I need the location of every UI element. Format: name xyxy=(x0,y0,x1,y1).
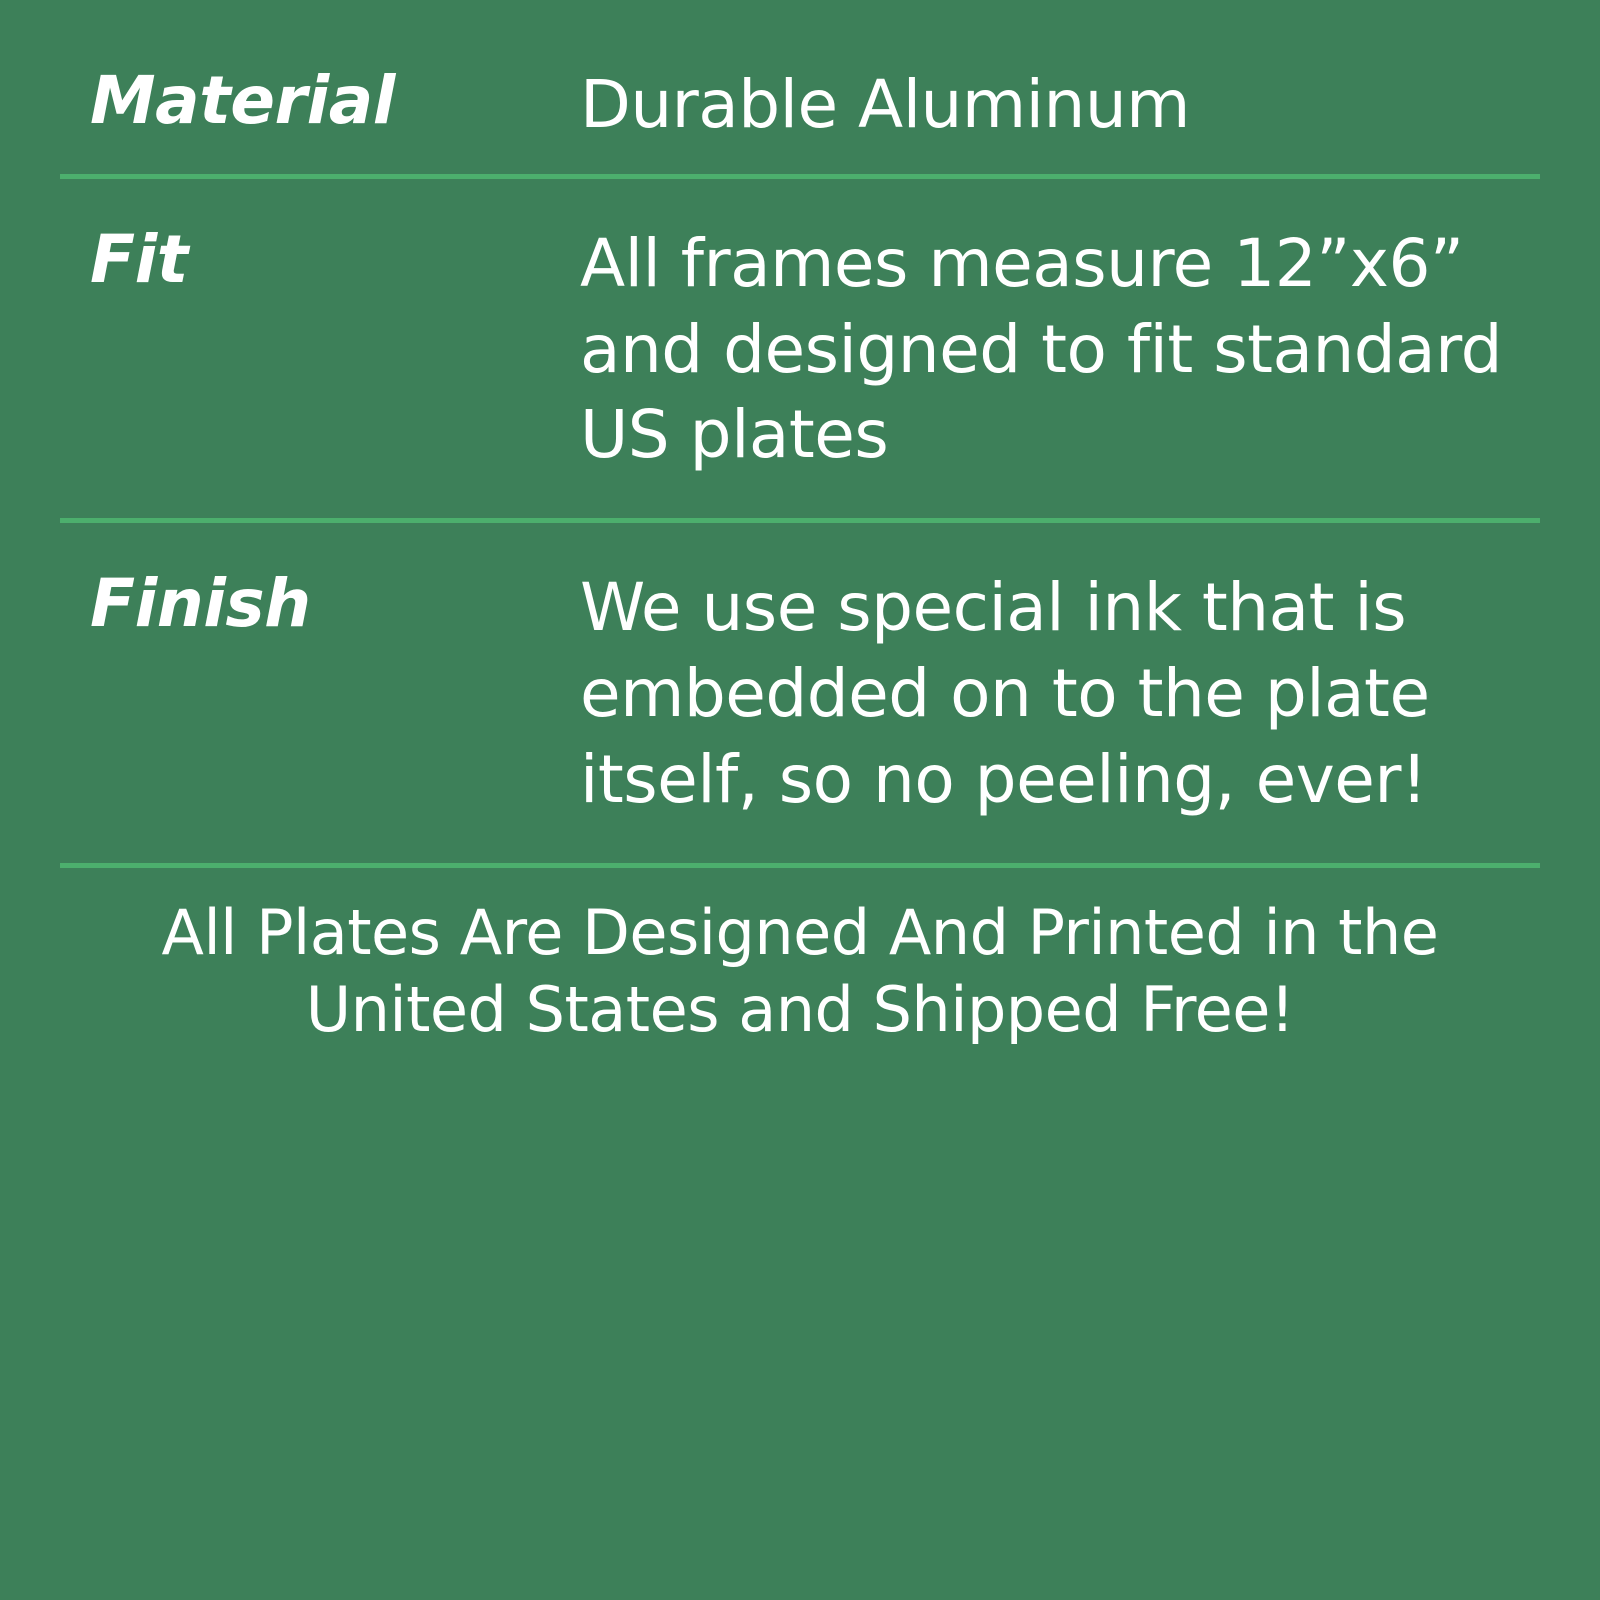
spec-label-finish: Finish xyxy=(90,565,311,643)
table-row xyxy=(60,179,1540,518)
spec-value-fit: All frames measure 12”x6” and designed to fit standard US plates xyxy=(580,224,1502,474)
spec-label-fit: Fit xyxy=(90,220,188,298)
spec-value-finish: We use special ink that is embedded on to the plate itself, so no peeling, ever! xyxy=(580,569,1430,818)
footer-line-2: United States and Shipped Free! xyxy=(305,973,1295,1047)
footer-note xyxy=(60,868,1540,1049)
spec-table xyxy=(60,34,1540,868)
table-row xyxy=(60,34,1540,174)
table-row xyxy=(60,523,1540,862)
spec-value-material: Durable Aluminum xyxy=(580,66,1190,143)
spec-label-material: Material xyxy=(90,62,395,139)
footer-line-1: All Plates Are Designed And Printed in the xyxy=(161,895,1439,969)
